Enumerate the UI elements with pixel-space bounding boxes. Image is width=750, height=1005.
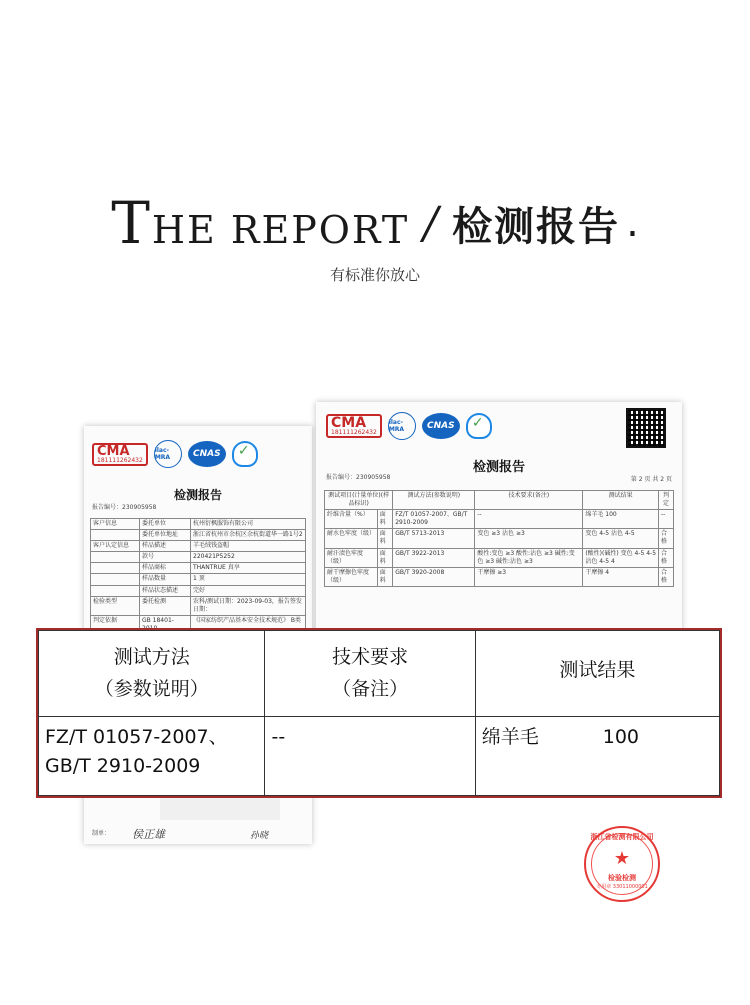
zoom-cell-requirement: -- xyxy=(265,717,475,796)
table-cell: 样品状态描述 xyxy=(140,585,191,596)
table-cell: 耐汗渍色牢度（级） xyxy=(325,548,378,567)
page2-report-no: 报告编号：230905958 xyxy=(326,474,391,481)
table-cell: 面料 xyxy=(377,510,393,529)
table-cell: -- xyxy=(475,510,583,529)
table-cell: 变色 4-5 沾色 4-5 xyxy=(583,529,659,548)
table-cell: 耐水色牢度（级） xyxy=(325,529,378,548)
table-cell: 羊毛绒钱盗帽 xyxy=(191,541,306,552)
table-cell xyxy=(91,552,140,563)
signature-name: 侯正雄 xyxy=(132,828,165,841)
table-cell: 面料 xyxy=(377,567,393,586)
table-cell: GB/T 5713-2013 xyxy=(393,529,475,548)
table-cell: -- xyxy=(659,510,674,529)
signature-name-2: 孙晓 xyxy=(250,831,269,841)
table-header-cell: 测试方法(参数说明) xyxy=(393,491,475,510)
table-cell: 220421P5252 xyxy=(191,552,306,563)
table-cell: 委托单位 xyxy=(140,519,191,530)
ilac-mra-logo: ilac-MRA xyxy=(388,412,416,440)
table-cell: 客户信息 xyxy=(91,519,140,530)
table-cell: 变色 ≥3 沾色 ≥3 xyxy=(475,529,583,548)
table-row xyxy=(325,510,674,529)
cnas-logo: CNAS xyxy=(188,441,226,467)
table-cell: 浙江省杭州市余杭区余杭街道华一路1号2 xyxy=(191,530,306,541)
table-cell: 绵羊毛 100 xyxy=(583,510,659,529)
cnas-logo: CNAS xyxy=(422,413,460,439)
table-row xyxy=(91,563,306,574)
cert-logos xyxy=(92,440,258,468)
zoom-cell-result: 绵羊毛 100 xyxy=(475,717,719,796)
table-cell: 面料 xyxy=(377,548,393,567)
table-row xyxy=(325,548,674,567)
table-cell: 款号 xyxy=(140,552,191,563)
table-row xyxy=(91,552,306,563)
table-cell: 合格 xyxy=(659,529,674,548)
table-cell: 委托检测 xyxy=(140,596,191,615)
seal-bottom-text: 专用章 33011000001 xyxy=(596,884,648,890)
table-cell: 合格 xyxy=(659,567,674,586)
title-chinese: 检测报告 xyxy=(452,203,621,250)
table-cell: 纤维含量（%） xyxy=(325,510,378,529)
table-row xyxy=(91,541,306,552)
table-cell: 样品描述 xyxy=(140,541,191,552)
page1-faded-area xyxy=(160,796,280,820)
table-cell: 杭州衍枫服饰有限公司 xyxy=(191,519,306,530)
zoom-header-method: 测试方法 （参数说明） xyxy=(39,631,265,717)
title-slash: / xyxy=(423,197,439,249)
seal-top-text: 浙江省检测有限公司 xyxy=(590,833,654,841)
title-dot: . xyxy=(626,200,639,246)
table-cell: FZ/T 01057-2007、GB/T 2910-2009 xyxy=(393,510,475,529)
table-row xyxy=(91,585,306,596)
table-cell: 合格 xyxy=(659,548,674,567)
table-cell xyxy=(91,530,140,541)
table-cell: 委托单位地址 xyxy=(140,530,191,541)
star-icon: ★ xyxy=(613,848,631,869)
table-cell: 判定依据 xyxy=(91,615,140,634)
table-cell: THANTRUE 真享 xyxy=(191,563,306,574)
table-cell: GB/T 3920-2008 xyxy=(393,567,475,586)
table-row xyxy=(325,529,674,548)
table-cell xyxy=(91,585,140,596)
page1-title: 检测报告 xyxy=(173,488,222,502)
table-row xyxy=(325,567,674,586)
table-cell: 检验类型 xyxy=(91,596,140,615)
table-header-row xyxy=(325,491,674,510)
table-cell: 客户认定信息 xyxy=(91,541,140,552)
ilac-mra-logo: ilac-MRA xyxy=(154,440,182,468)
table-cell: 耐干摩擦色牢度（级） xyxy=(325,567,378,586)
cert-logos-2 xyxy=(326,412,492,440)
table-row xyxy=(91,519,306,530)
report-page-2 xyxy=(316,402,682,642)
official-seal xyxy=(584,826,660,902)
table-cell: 酸性:变色 ≥3 酸性:沾色 ≥3 碱性:变色 ≥3 碱性:沾色 ≥3 xyxy=(475,548,583,567)
table-cell: 样品商标 xyxy=(140,563,191,574)
table-cell: GB/T 3922-2013 xyxy=(393,548,475,567)
title-english: THE REPORT xyxy=(111,189,410,257)
page2-table xyxy=(324,490,674,587)
shield-check-icon xyxy=(232,441,258,467)
zoom-table xyxy=(38,630,720,796)
table-header-cell: 测试项目(计量单位)(样品标识) xyxy=(325,491,393,510)
zoom-header-requirement: 技术要求 （备注） xyxy=(265,631,475,717)
subtitle: 有标准你放心 xyxy=(329,266,420,284)
qr-code-icon xyxy=(626,408,666,448)
table-cell xyxy=(91,574,140,585)
page2-title: 检测报告 xyxy=(472,460,525,475)
table-cell: GB 18401- xyxy=(140,615,191,634)
page2-page-info: 第 2 页 共 2 页 xyxy=(630,476,672,483)
seal-middle-text: 检验检测 xyxy=(608,874,636,882)
table-cell: 面料 xyxy=(377,529,393,548)
table-cell: 《国家纺织产品基本安全技术规范》 B类 xyxy=(191,615,306,634)
page1-table xyxy=(90,518,306,635)
report-title xyxy=(0,188,750,258)
shield-check-icon xyxy=(466,413,492,439)
table-cell: 样品数量 xyxy=(140,574,191,585)
table-cell: 完好 xyxy=(191,585,306,596)
table-row xyxy=(91,574,306,585)
table-cell: (酸性)(碱性) 变色 4-5 4-5 沾色 4-5 4 xyxy=(583,548,659,567)
table-header-cell: 测试结果 xyxy=(583,491,659,510)
table-row xyxy=(91,530,306,541)
table-cell: 干摩擦 4 xyxy=(583,567,659,586)
signature-label: 制单： xyxy=(92,830,111,837)
table-header-cell: 判定 xyxy=(659,491,674,510)
table-cell: 农科/测试日期：2023-09-03，报告签发日期： xyxy=(191,596,306,615)
table-header-cell: 技术要求(备注) xyxy=(475,491,583,510)
table-cell xyxy=(91,563,140,574)
zoom-callout xyxy=(36,628,722,798)
table-cell: 干摩擦 ≥3 xyxy=(475,567,583,586)
zoom-header-result: 测试结果 xyxy=(475,631,719,717)
table-cell: 1 顶 xyxy=(191,574,306,585)
zoom-cell-method: FZ/T 01057-2007、GB/T 2910-2009 xyxy=(39,717,265,796)
cma-logo: CMA 181111262432 xyxy=(326,414,382,438)
table-row xyxy=(91,596,306,615)
cma-logo: CMA 181111262432 xyxy=(92,443,148,466)
page1-report-no: 报告编号：230905958 xyxy=(92,504,157,511)
